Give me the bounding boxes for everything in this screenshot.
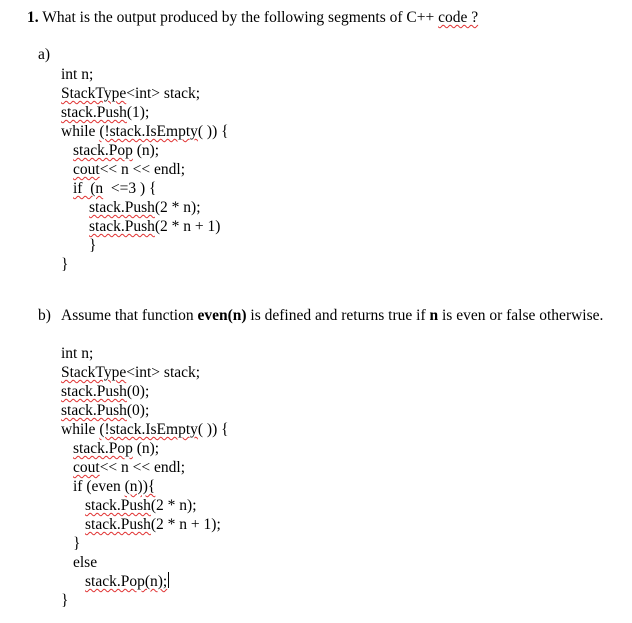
question-text: What is the output produced by the following segments of C++ — [38, 9, 439, 26]
code-b-line-7: cout<< n << endl; — [73, 459, 186, 476]
code-a-line-7: if (n <=3 ) { — [73, 180, 157, 197]
code-b-line-10: stack.Push(2 * n + 1); — [85, 516, 221, 533]
question-text-flagged: code ? — [438, 9, 479, 26]
code-a-line-1: int n; — [61, 66, 94, 83]
part-b-description: Assume that function even(n) is defined and returns true if n is even or false otherwise. — [61, 307, 604, 324]
code-b-line-12: else — [73, 554, 98, 571]
code-a-line-6: cout<< n << endl; — [73, 161, 186, 178]
code-b-line-3: stack.Push(0); — [61, 383, 150, 400]
code-b-line-8: if (even (n)){ — [73, 478, 156, 495]
code-b-line-5: while (!stack.IsEmpty( )) { — [61, 421, 229, 438]
code-b-line-14: } — [61, 592, 69, 609]
part-b-label: b) — [38, 307, 51, 324]
code-a-line-9: stack.Push(2 * n + 1) — [89, 218, 221, 235]
code-b-line-4: stack.Push(0); — [61, 402, 150, 419]
code-b-line-6: stack.Pop (n); — [73, 440, 160, 457]
text-cursor — [168, 572, 169, 588]
question-number: 1. — [27, 9, 39, 26]
code-b-line-2: StackType<int> stack; — [61, 364, 201, 381]
code-b-line-1: int n; — [61, 345, 94, 362]
question-title — [27, 8, 478, 27]
code-a-line-4: while (!stack.IsEmpty( )) { — [61, 123, 229, 140]
code-a-line-10: } — [89, 237, 97, 254]
code-b-line-9: stack.Push(2 * n); — [85, 497, 197, 514]
code-a-line-8: stack.Push(2 * n); — [89, 199, 201, 216]
code-a-line-2: StackType<int> stack; — [61, 85, 201, 102]
code-a-line-3: stack.Push(1); — [61, 104, 150, 121]
code-b-line-13[interactable]: stack.Pop(n); — [85, 573, 168, 590]
part-a-label: a) — [38, 46, 51, 63]
code-a-line-11: } — [61, 256, 69, 273]
code-b-line-11: } — [73, 535, 81, 552]
code-a-line-5: stack.Pop (n); — [73, 142, 160, 159]
